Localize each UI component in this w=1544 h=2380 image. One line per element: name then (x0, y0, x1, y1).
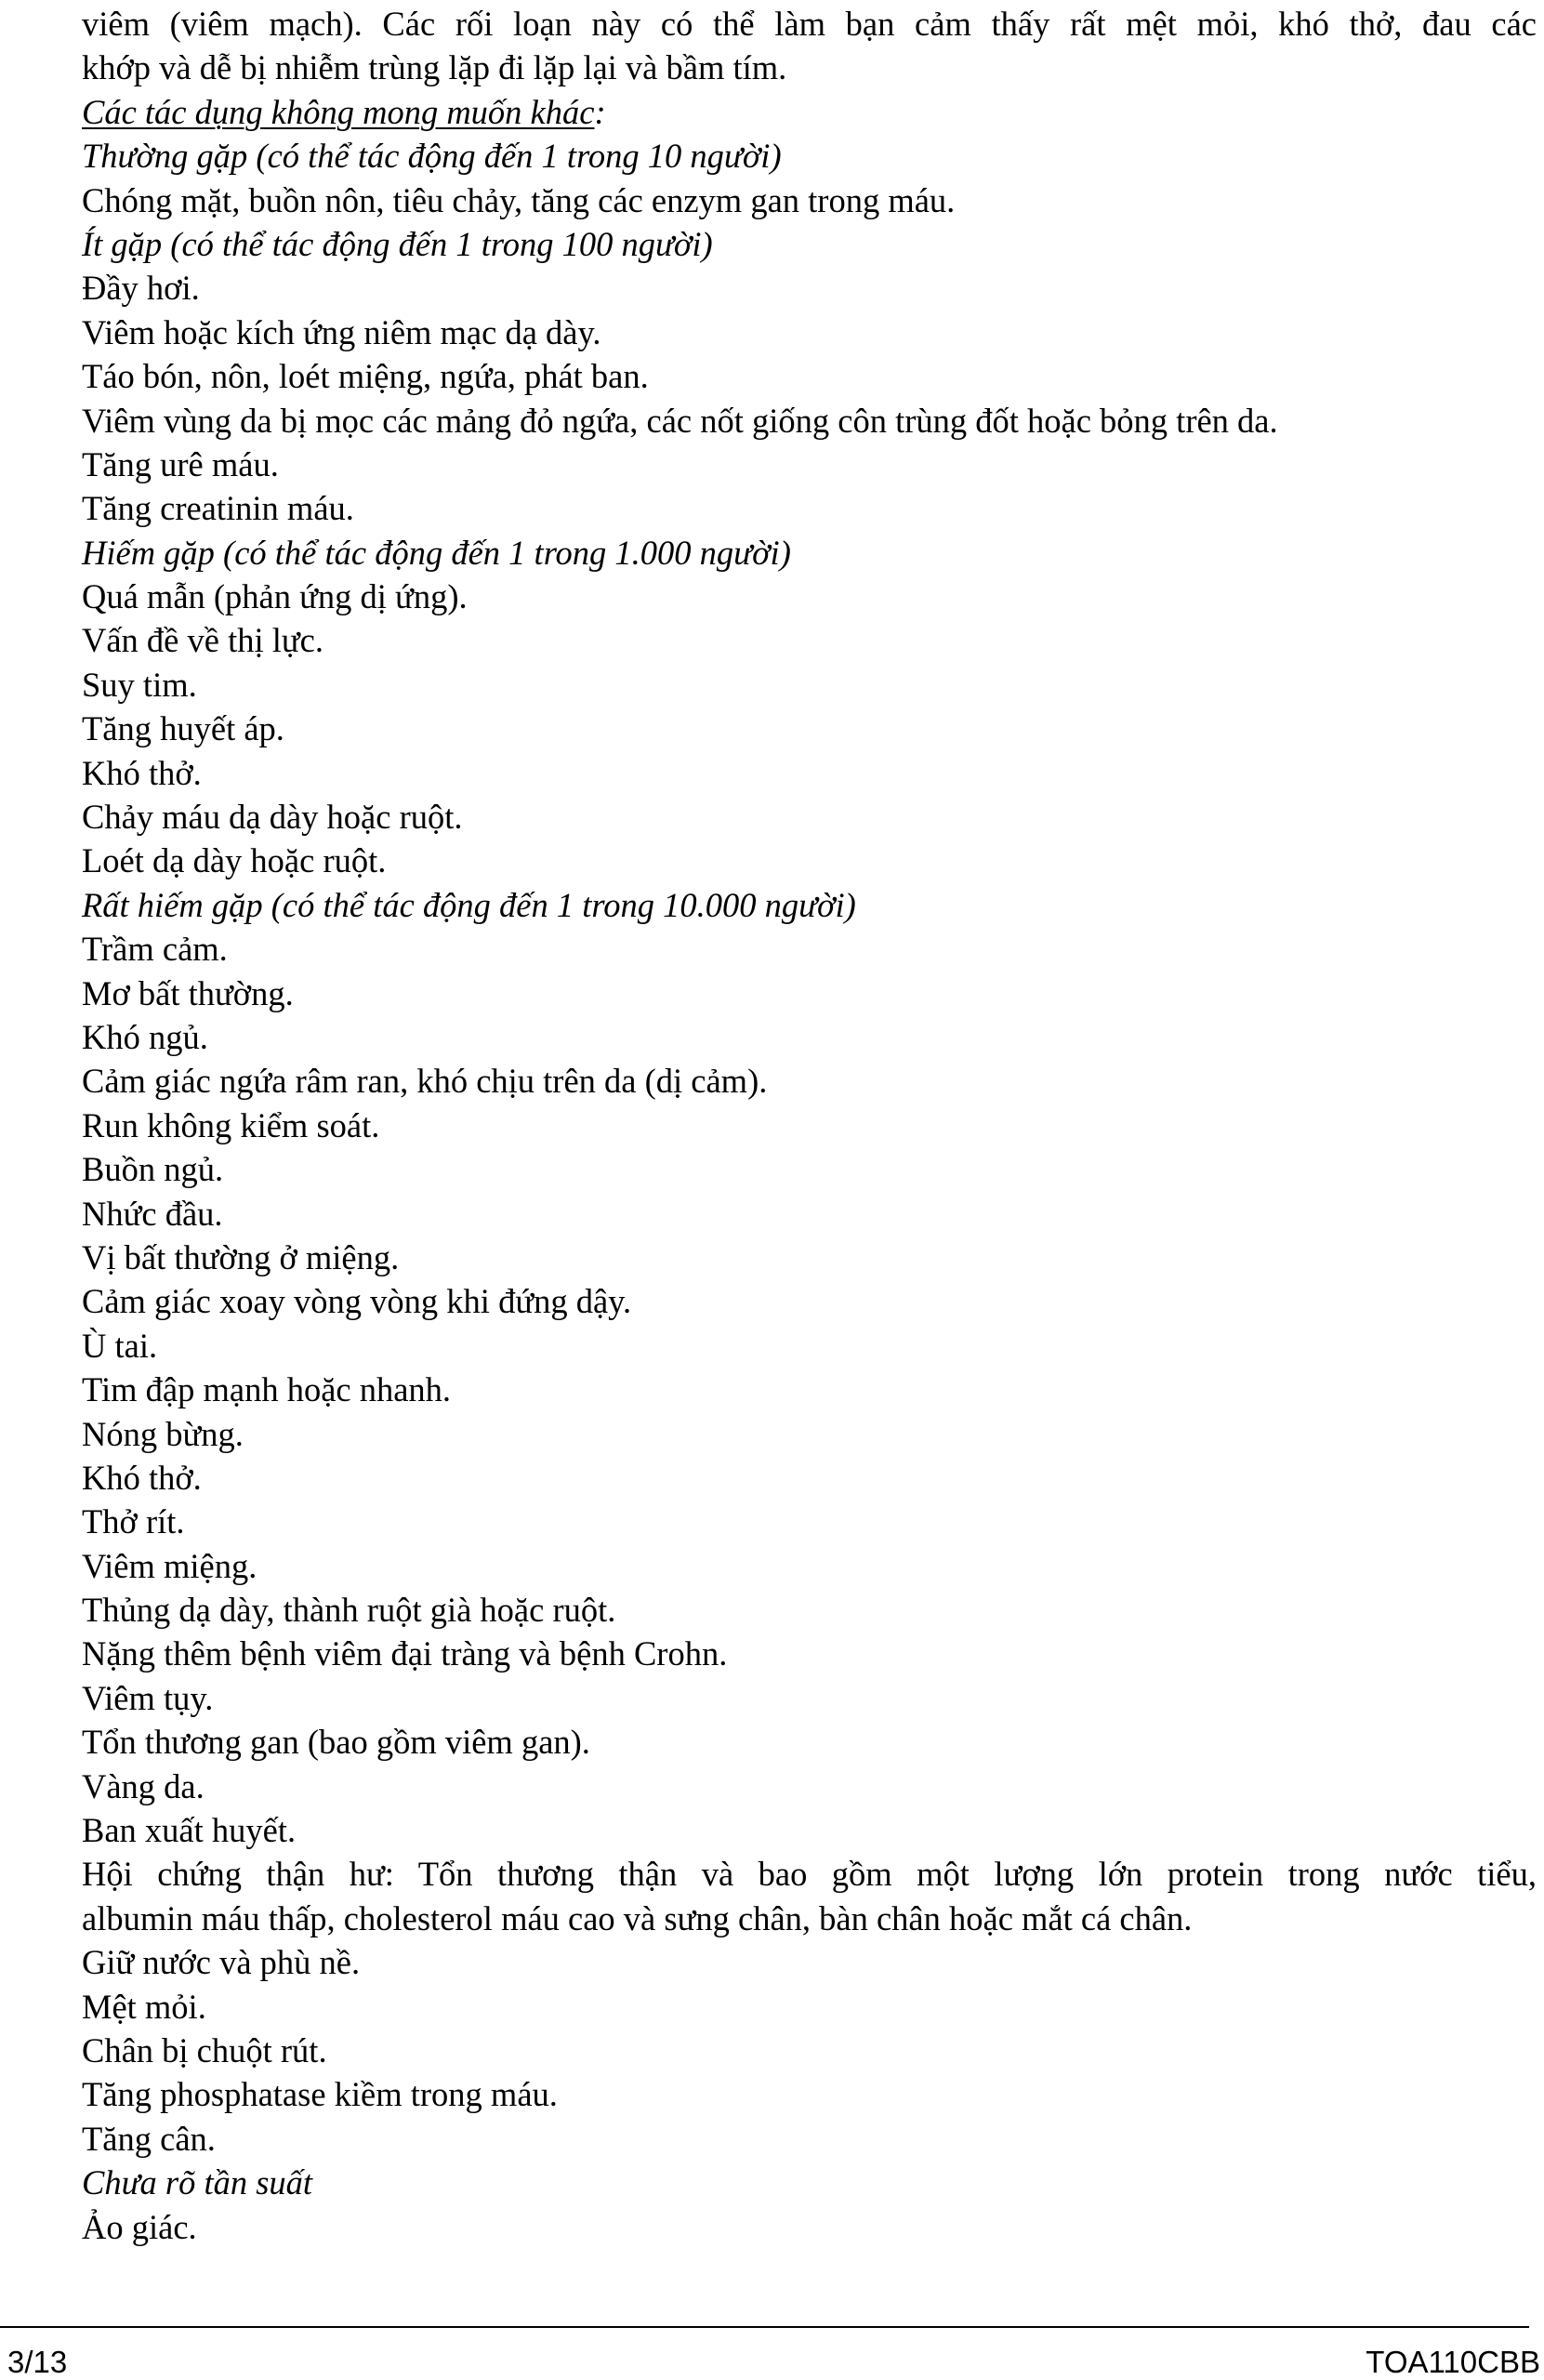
text-line: Hội chứng thận hư: Tổn thương thận và bao gồm một lượng lớn protein trong nước tiểu, (82, 1855, 1537, 1894)
text-line: Chân bị chuột rút. (82, 2030, 327, 2069)
page-number: 3/13 (7, 2345, 68, 2379)
text-line: Táo bón, nôn, loét miệng, ngứa, phát ban. (82, 357, 649, 396)
text-line: Tăng phosphatase kiềm trong máu. (82, 2075, 558, 2114)
text-line: Thường gặp (có thể tác động đến 1 trong 10 người) (82, 137, 782, 176)
footer-divider (0, 2326, 1529, 2328)
text-line: Khó thở. (82, 753, 202, 792)
text-line: viêm (viêm mạch). Các rối loạn này có thể làm bạn cảm thấy rất mệt mỏi, khó thở, đau các (82, 5, 1537, 43)
text-line: Viêm tụy. (82, 1678, 214, 1717)
text-line: Vị bất thường ở miệng. (82, 1237, 400, 1276)
text-line: Ít gặp (có thể tác động đến 1 trong 100 người) (82, 224, 713, 263)
text-line: Ban xuất huyết. (82, 1811, 297, 1850)
text-line: Buồn ngủ. (82, 1150, 224, 1189)
text-line: Mơ bất thường. (82, 973, 294, 1012)
document-body (82, 2, 1537, 2249)
text-line: khớp và dễ bị nhiễm trùng lặp đi lặp lại và bầm tím. (82, 48, 787, 87)
text-line: Rất hiếm gặp (có thể tác động đến 1 trong 10.000 người) (82, 885, 856, 924)
text-line: albumin máu thấp, cholesterol máu cao và sưng chân, bàn chân hoặc mắt cá chân. (82, 1898, 1193, 1937)
section-heading: Các tác dụng không mong muốn khác (82, 92, 595, 131)
text-line: Tổn thương gan (bao gồm viêm gan). (82, 1723, 590, 1762)
text-line: Thủng dạ dày, thành ruột già hoặc ruột. (82, 1591, 616, 1630)
text-line: Ù tai. (82, 1326, 158, 1365)
text-line: Thở rít. (82, 1502, 185, 1541)
text-line: Tăng cân. (82, 2119, 216, 2158)
document-code: TOA110CBB (1366, 2345, 1540, 2379)
text-line: Viêm vùng da bị mọc các mảng đỏ ngứa, các nốt giống côn trùng đốt hoặc bỏng trên da. (82, 401, 1278, 440)
text-line: Tăng huyết áp. (82, 709, 284, 748)
text-line: Viêm miệng. (82, 1546, 257, 1585)
text-line: Vàng da. (82, 1766, 205, 1805)
heading-colon: : (594, 92, 606, 131)
text-line: Tăng creatinin máu. (82, 489, 354, 528)
text-line: Loét dạ dày hoặc ruột. (82, 841, 387, 880)
text-line: Vấn đề về thị lực. (82, 621, 323, 660)
text-line: Cảm giác ngứa râm ran, khó chịu trên da (dị cảm). (82, 1062, 768, 1101)
text-line: Khó ngủ. (82, 1017, 208, 1056)
text-line: Chưa rõ tần suất (82, 2163, 313, 2202)
text-line: Trầm cảm. (82, 930, 228, 969)
text-line: Nặng thêm bệnh viêm đại tràng và bệnh Crohn. (82, 1634, 728, 1673)
text-line: Cảm giác xoay vòng vòng khi đứng dậy. (82, 1282, 632, 1321)
text-line: Suy tim. (82, 665, 197, 704)
text-line: Nhức đầu. (82, 1194, 223, 1233)
text-line: Giữ nước và phù nề. (82, 1943, 361, 1982)
text-line: Tim đập mạnh hoặc nhanh. (82, 1370, 452, 1409)
text-line: Tăng urê máu. (82, 444, 279, 483)
text-line: Đầy hơi. (82, 269, 200, 308)
text-line: Chảy máu dạ dày hoặc ruột. (82, 798, 463, 837)
text-line: Ảo giác. (82, 2207, 197, 2246)
text-line: Chóng mặt, buồn nôn, tiêu chảy, tăng các enzym gan trong máu. (82, 180, 956, 219)
text-line: Hiếm gặp (có thể tác động đến 1 trong 1.000 người) (82, 533, 791, 572)
text-line: Khó thở. (82, 1458, 202, 1497)
text-line: Run không kiểm soát. (82, 1105, 380, 1144)
text-line: Viêm hoặc kích ứng niêm mạc dạ dày. (82, 312, 601, 351)
text-line: Mệt mỏi. (82, 1987, 206, 2026)
text-line (82, 90, 1537, 134)
text-line: Nóng bừng. (82, 1414, 244, 1453)
text-line: Quá mẫn (phản ứng dị ứng). (82, 577, 468, 616)
